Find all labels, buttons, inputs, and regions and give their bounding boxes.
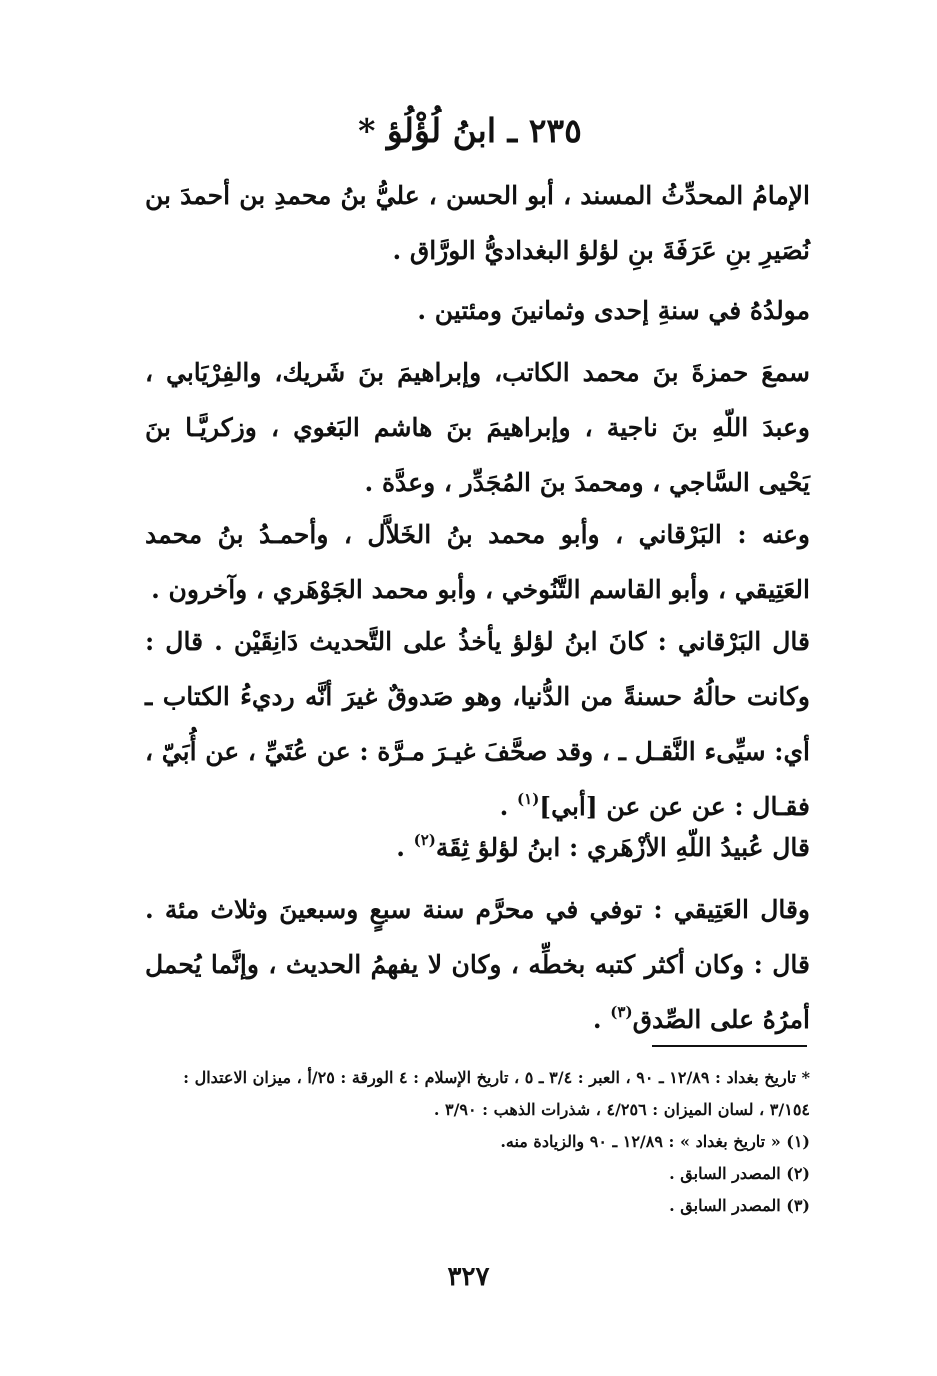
paragraph-text: قال البَرْقاني : كانَ ابنُ لؤلؤ يأخذُ على التَّحديث دَانِقَيْن . قال : وكانت حالُهُ حسنةً من الدُّنيا، وهو صَدوقٌ غيرَ أنَّه رديءُ الكتاب ـ أي: سيِّىء النَّقـل ـ ، وقد صحَّفَ غيـرَ مـرَّة : عن عُتَيِّ ، عن أُبَيّ ، فقـال : عن عن عن [أبي]	[145, 627, 810, 821]
footnote-ref-2: (٢)	[413, 830, 436, 849]
paragraph-name-lineage: الإمامُ المحدِّثُ المسند ، أبو الحسن ، عليُّ بنُ محمدِ بن أحمدَ بن نُصَيرِ بنِ عَرَفَةَ بنِ لؤلؤ البغداديُّ الورَّاق .	[145, 181, 810, 265]
paragraph-birth: مولدُهُ في سنةِ إحدى وثمانينَ ومئتين .	[417, 296, 810, 325]
footnote-1: (١) « تاريخ بغداد » : ١٢/٨٩ ـ ٩٠ والزيادة منه.	[500, 1132, 810, 1151]
footnote-ref-1: (١)	[517, 789, 540, 808]
footnote-3: (٣) المصدر السابق .	[669, 1196, 810, 1215]
paragraph-text: قال عُبيدُ اللّهِ الأزْهَري : ابنُ لؤلؤ ثِقَة	[435, 833, 810, 862]
paragraph-students: وعنه : البَرْقاني ، وأبو محمد بنُ الخَلاَّل ، وأحمـدُ بنُ محمد العَتِيقي ، وأبو القاسم التَّنُوخي ، وأبو محمد الجَوْهَري ، وآخرون .	[145, 520, 810, 604]
paragraph-text: وقال العَتِيقي : توفي في محرَّم سنة سبعٍ وسبعينَ وثلاث مئة . قال : وكان أكثر كتبه بخطِّه ، وكان لا يفهمُ الحديث ، وإنَّما يُحمل أمرُهُ على الصِّدق	[145, 895, 810, 1034]
paragraph-barqani-quote	[145, 614, 810, 834]
paragraph-azhari-quote	[145, 820, 810, 875]
paragraph-end: .	[592, 1005, 611, 1034]
footnote-2: (٢) المصدر السابق .	[669, 1164, 810, 1183]
entry-title: ٢٣٥ ـ ابنُ لُؤْلُؤ *	[358, 111, 582, 150]
paragraph-teachers: سمعَ حمزةَ بنَ محمد الكاتب، وإبراهيمَ بنَ شَريك، والفِرْيَابي ، وعبدَ اللّهِ بنَ ناجية ، وإبراهيمَ بنَ هاشم البَغوي ، وزكريَّـا بنَ يَحْيى السَّاجي ، ومحمدَ بنَ المُجَدِّر ، وعدَّة .	[145, 358, 810, 497]
paragraph-atiqi-quote	[145, 882, 810, 1047]
paragraph-end: .	[396, 833, 414, 862]
page-number: ٣٢٧	[447, 1262, 490, 1292]
footnotes	[140, 1062, 810, 1222]
footnote-divider	[652, 1045, 807, 1047]
paragraph-end: .	[499, 792, 518, 821]
footnote-ref-3: (٣)	[610, 1002, 633, 1021]
footnote-sources: * تاريخ بغداد : ١٢/٨٩ ـ ٩٠ ، العبر : ٣/٤ ـ ٥ ، تاريخ الإسلام : ٤ الورقة : ٢٥/أ ، ميزان الاعتدال : ٣/١٥٤ ، لسان الميزان : ٤/٢٥٦ ، شذرات الذهب : ٣/٩٠ .	[183, 1068, 810, 1119]
